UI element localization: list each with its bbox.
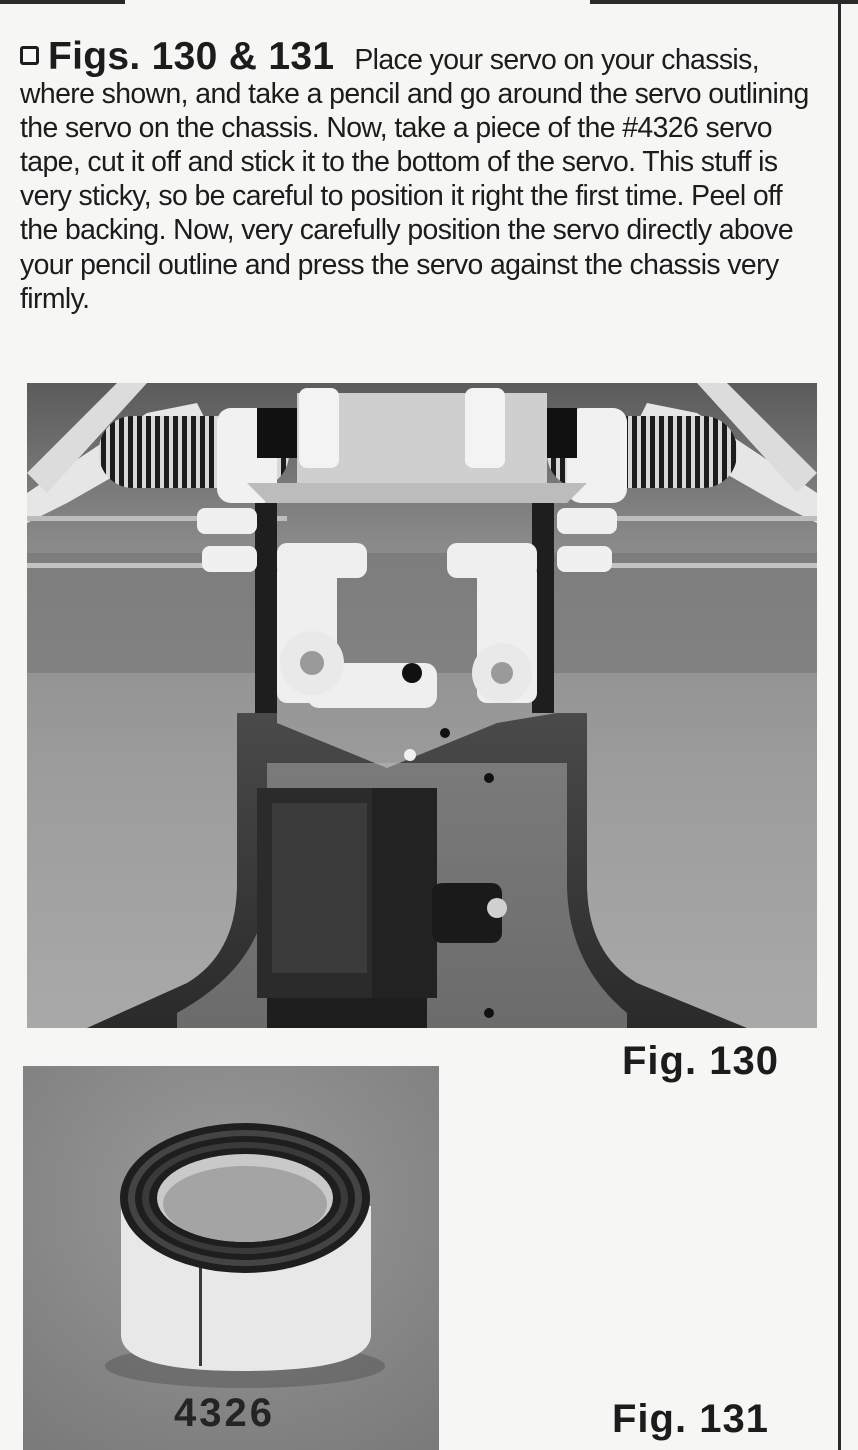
step-checkbox[interactable] [20,46,39,65]
step-heading: Figs. 130 & 131 [48,35,335,78]
right-border-rule [838,0,841,1450]
fig-131-label: Fig. 131 [612,1397,769,1441]
part-number-label: 4326 [174,1391,275,1435]
instruction-paragraph [20,35,820,316]
step-text: Place your servo on your chassis, where shown, and take a pencil and go around the servo outlining the servo on the chassis. Now, take a piece of the #4326 servo tape, cut it off and stick it to the bottom of the servo. This stuff is very sticky, so be careful to position it right the first time. Peel off the backing. Now, very carefully position the servo directly above your pencil outline and press the servo against the chassis very firmly. [20,44,809,315]
fig-130-label: Fig. 130 [622,1039,779,1083]
fig-130-photo [27,383,817,1028]
